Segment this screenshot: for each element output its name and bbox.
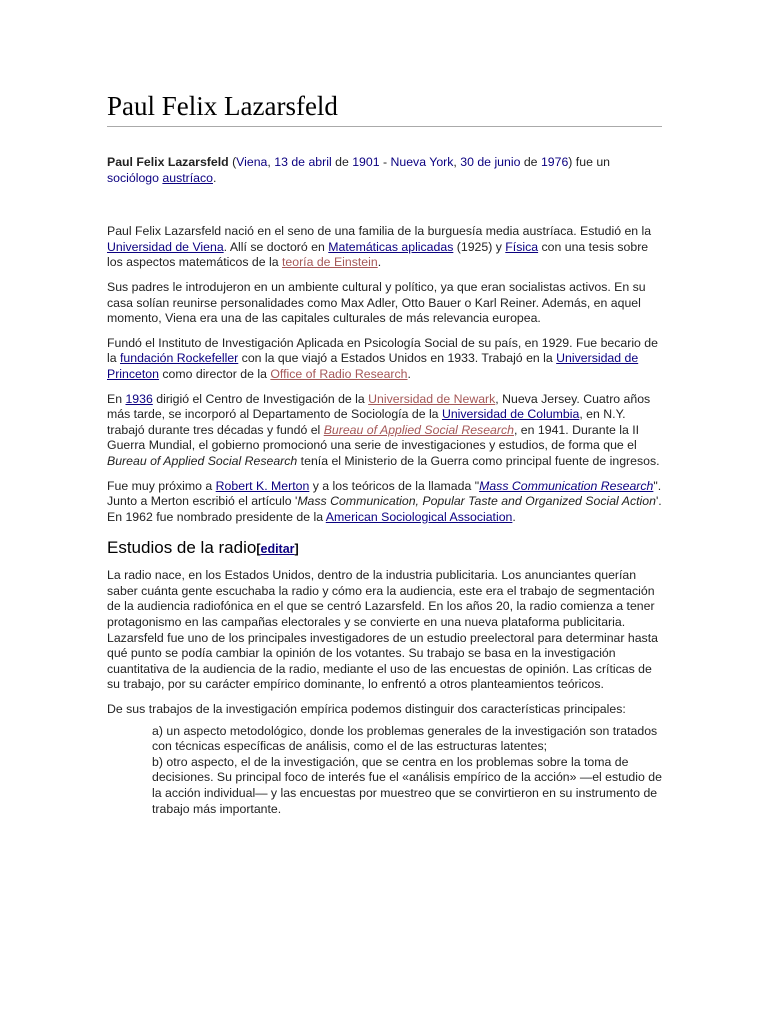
bureau-italic: Bureau of Applied Social Research [107,453,298,468]
text: dirigió el Centro de Investigación de la [152,391,369,406]
link-merton[interactable]: Robert K. Merton [215,478,310,493]
text: como director de la [158,366,271,381]
subject-name: Paul Felix Lazarsfeld [107,155,229,169]
link-sociologo[interactable]: sociólogo [107,170,159,185]
link-viena[interactable]: Viena [236,155,268,169]
link-office-radio-research[interactable]: Office of Radio Research [270,366,408,381]
paragraph-family: Sus padres le introdujeron en un ambiente cultural y político, ya que eran socialistas activos. En su casa solían reunirse personalidades como Max Adler, Otto Bauer o Karl Reiner. Además, en aquel momento, Viena era una de las capitales culturales de más relevancia europea. [107,279,646,326]
section-title: Estudios de la radio [107,538,257,558]
article-title: Mass Communication, Popular Taste and Organized Social Action [297,494,656,509]
edit-link[interactable]: editar [260,542,295,557]
text: y a los teóricos de la llamada " [309,478,480,493]
text: de [331,155,353,169]
page-title: Paul Felix Lazarsfeld [107,88,662,127]
link-nueva-york[interactable]: Nueva York [390,155,454,169]
link-teoria-einstein[interactable]: teoría de Einstein [281,255,378,270]
text: , [267,155,275,169]
link-princeton[interactable]: Universidad de Princeton [107,351,639,381]
characteristics-list [152,724,662,818]
link-death-date[interactable]: 30 de junio [460,155,521,169]
link-birth-year[interactable]: 1901 [352,155,380,169]
link-rockefeller[interactable]: fundación Rockefeller [120,351,239,366]
link-fisica[interactable]: Física [505,239,539,254]
lead-paragraph [107,155,662,186]
paragraph-merton [107,479,662,526]
text: tenía el Ministerio de la Guerra como principal fuente de ingresos. [297,453,660,468]
text: (1925) y [453,239,506,254]
link-matematicas[interactable]: Matemáticas aplicadas [328,239,454,254]
text: con la que viajó a Estados Unidos en 1933. Trabajó en la [238,351,557,366]
text: , en N.Y. trabajó durante tres décadas y fundó el [107,407,626,437]
text: ( [228,155,237,169]
bracket: [ [256,542,261,557]
paragraph-characteristics: De sus trabajos de la investigación empírica podemos distinguir dos características principales: [107,702,626,717]
link-universidad-viena[interactable]: Universidad de Viena [107,239,224,254]
link-birth-date[interactable]: 13 de abril [274,155,332,169]
link-newark[interactable]: Universidad de Newark [368,391,496,406]
text: de [520,155,541,169]
text: Paul Felix Lazarsfeld nació en el seno de una familia de la burguesía media austríaca. Estudió en la [107,224,652,239]
bracket: ] [294,542,299,557]
text: . [377,255,382,270]
text: Fundó el Instituto de Investigación Aplicada en Psicología Social de su país, en 1929. Fue becario de la [107,335,658,366]
link-death-year[interactable]: 1976 [540,155,569,169]
paragraph-education [107,224,662,271]
text: , [453,155,461,169]
paragraph-radio: La radio nace, en los Estados Unidos, dentro de la industria publicitaria. Los anunciantes querían saber cuánta gente escuchaba la radio y cómo era la audiencia, este era el trabajo de segmentación de la audiencia radiofónica en el que se centró Lazarsfeld. En los años 20, la radio comienza a tener protagonismo en las campañas electorales y se convierte en una nueva plataforma publicitaria. Lazarsfeld fue uno de los principales investigadores de un estudio preelectoral para determinar hasta qué punto se podía cambiar la opinión de los votantes. Su trabajo se basa en la investigación cuantitativa de la audiencia de la radio, mediante el uso de las encuestas de opinión. Las críticas de su trabajo, por su carácter empírico dominante, lo enfrentó a otros planteamientos teóricos. [107,568,658,692]
text: ". Junto a Merton escribió el artículo ' [107,478,662,509]
link-asa[interactable]: American Sociological Association [325,509,513,524]
link-mass-communication-research[interactable]: Mass Communication Research [479,478,654,493]
section-heading [107,537,662,560]
link-austriaco[interactable]: austríaco [162,170,213,185]
text: . [512,509,516,524]
edit-section [256,542,298,556]
text: En [107,391,126,406]
text: , en 1941. Durante la II Guerra Mundial, el gobierno promocionó una serie de investigaciones y estudios, de forma que el [107,422,640,453]
text: con una tesis sobre los aspectos matemáticos de la [107,239,649,270]
paragraph-career [107,392,662,470]
text: - [379,155,391,169]
article [107,88,662,817]
paragraph-institute [107,336,662,383]
link-bureau[interactable]: Bureau of Applied Social Research [323,422,514,437]
text: '. En 1962 fue nombrado presidente de la [107,494,662,524]
text: . [212,170,217,185]
link-columbia[interactable]: Universidad de Columbia [441,407,580,422]
text: . Allí se doctoró en [223,239,329,254]
link-1936[interactable]: 1936 [125,391,153,406]
text: ) fue un [568,155,610,169]
list-item-a: a) un aspecto metodológico, donde los problemas generales de la investigación son tratados con técnicas específicas de análisis, como el de las estructuras latentes; [152,723,658,754]
text: , Nueva Jersey. Cuatro años más tarde, se incorporó al Departamento de Sociología de la [107,391,651,422]
text: Fue muy próximo a [107,478,216,493]
text: . [407,366,411,381]
list-item-b: b) otro aspecto, el de la investigación, que se centra en los problemas sobre la toma de decisiones. Su principal foco de interés fue el «análisis empírico de la acción» —el estudio de la acción individual— y las encuestas por muestreo que se convirtieron en su instrumento de trabajo más importante. [152,754,662,816]
